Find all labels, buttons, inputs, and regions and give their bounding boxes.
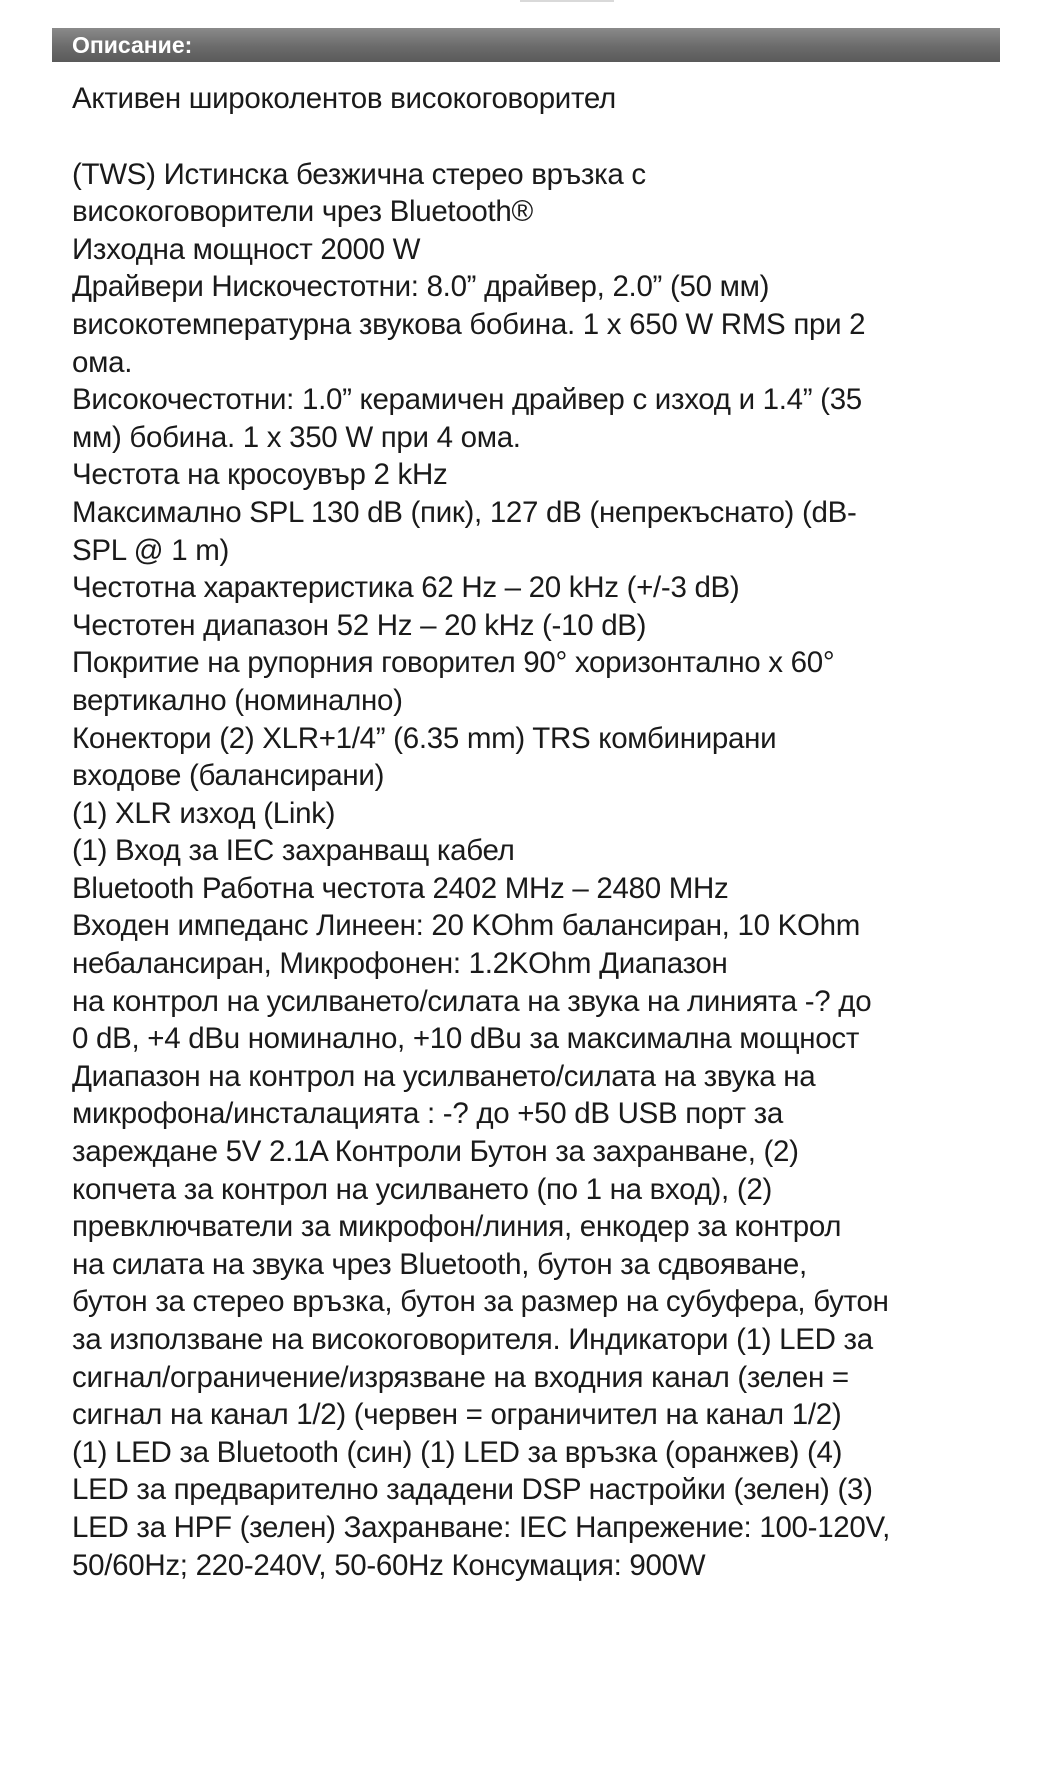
spec-line: високоговорители чрез Bluetooth® (72, 195, 533, 229)
section-header-bar (52, 28, 1000, 62)
spec-line: (1) XLR изход (Link) (72, 796, 336, 830)
spec-line: зареждане 5V 2.1A Контроли Бутон за захранване, (2) (72, 1135, 799, 1169)
spec-line: мм) бобина. 1 x 350 W при 4 ома. (72, 420, 521, 454)
spec-line: ома. (72, 345, 133, 379)
spec-line: (TWS) Истинска безжична стерео връзка с (72, 157, 646, 191)
spec-line: 50/60Hz; 220-240V, 50-60Hz Консумация: 900W (72, 1548, 706, 1582)
spec-line: Конектори (2) XLR+1/4” (6.35 mm) TRS комбинирани (72, 721, 777, 755)
spec-line: SPL @ 1 m) (72, 533, 230, 567)
spec-line: Входен импеданс Линеен: 20 KOhm балансиран, 10 KOhm (72, 909, 860, 943)
spec-lines (72, 156, 1002, 1585)
spec-line: входове (балансирани) (72, 759, 385, 793)
spec-line: сигнал/ограничение/изрязване на входния канал (зелен = (72, 1360, 849, 1394)
spec-line: Изходна мощност 2000 W (72, 232, 421, 266)
spec-line: LED за HPF (зелен) Захранване: IEC Напрежение: 100-120V, (72, 1510, 891, 1544)
spec-line: Честота на кросоувър 2 kHz (72, 458, 448, 492)
spec-line: Максимално SPL 130 dB (пик), 127 dB (непрекъснато) (dB- (72, 495, 857, 529)
spec-line: Bluetooth Работна честота 2402 MHz – 2480 MHz (72, 871, 729, 905)
spec-line: Честотна характеристика 62 Hz – 20 kHz (+/-3 dB) (72, 571, 740, 605)
spec-line: сигнал на канал 1/2) (червен = ограничител на канал 1/2) (72, 1398, 842, 1432)
spec-line: копчета за контрол на усилването (по 1 на вход), (2) (72, 1172, 772, 1206)
description-content (72, 80, 1002, 1584)
spec-line: LED за предварително зададени DSP настройки (зелен) (3) (72, 1473, 873, 1507)
spec-line: Високочестотни: 1.0” керамичен драйвер с изход и 1.4” (35 (72, 383, 862, 417)
spec-line: вертикално (номинално) (72, 683, 403, 717)
spec-line: Драйвери Нискочестотни: 8.0” драйвер, 2.0” (50 мм) (72, 270, 770, 304)
spec-line: (1) Вход за IEC захранващ кабел (72, 834, 515, 868)
spec-line: на контрол на усилването/силата на звука на линията -? до (72, 984, 872, 1018)
spec-line: микрофона/инсталацията : -? до +50 dB USB порт за (72, 1097, 783, 1131)
section-title: Описание: (72, 32, 193, 58)
spec-line: бутон за стерео връзка, бутон за размер на субуфера, бутон (72, 1285, 889, 1319)
top-edge-mark (520, 0, 614, 2)
spec-line: 0 dB, +4 dBu номинално, +10 dBu за максимална мощност (72, 1022, 860, 1056)
spec-line: Честотен диапазон 52 Hz – 20 kHz (-10 dB) (72, 608, 647, 642)
spec-line: Диапазон на контрол на усилването/силата на звука на (72, 1059, 816, 1093)
spec-line: (1) LED за Bluetooth (син) (1) LED за връзка (оранжев) (4) (72, 1435, 843, 1469)
spec-line: за използване на високоговорителя. Индикатори (1) LED за (72, 1323, 873, 1356)
spec-line: високотемпературна звукова бобина. 1 x 650 W RMS при 2 (72, 307, 866, 341)
spec-line: на силата на звука чрез Bluetooth, бутон за сдвояване, (72, 1247, 807, 1281)
product-subtitle: Активен широколентов високоговорител (72, 82, 616, 115)
spec-line: Покритие на рупорния говорител 90° хоризонтално x 60° (72, 646, 835, 680)
spec-line: небалансиран, Микрофонен: 1.2KOhm Диапазон (72, 947, 728, 981)
spec-line: превключватели за микрофон/линия, енкодер за контрол (72, 1210, 842, 1244)
